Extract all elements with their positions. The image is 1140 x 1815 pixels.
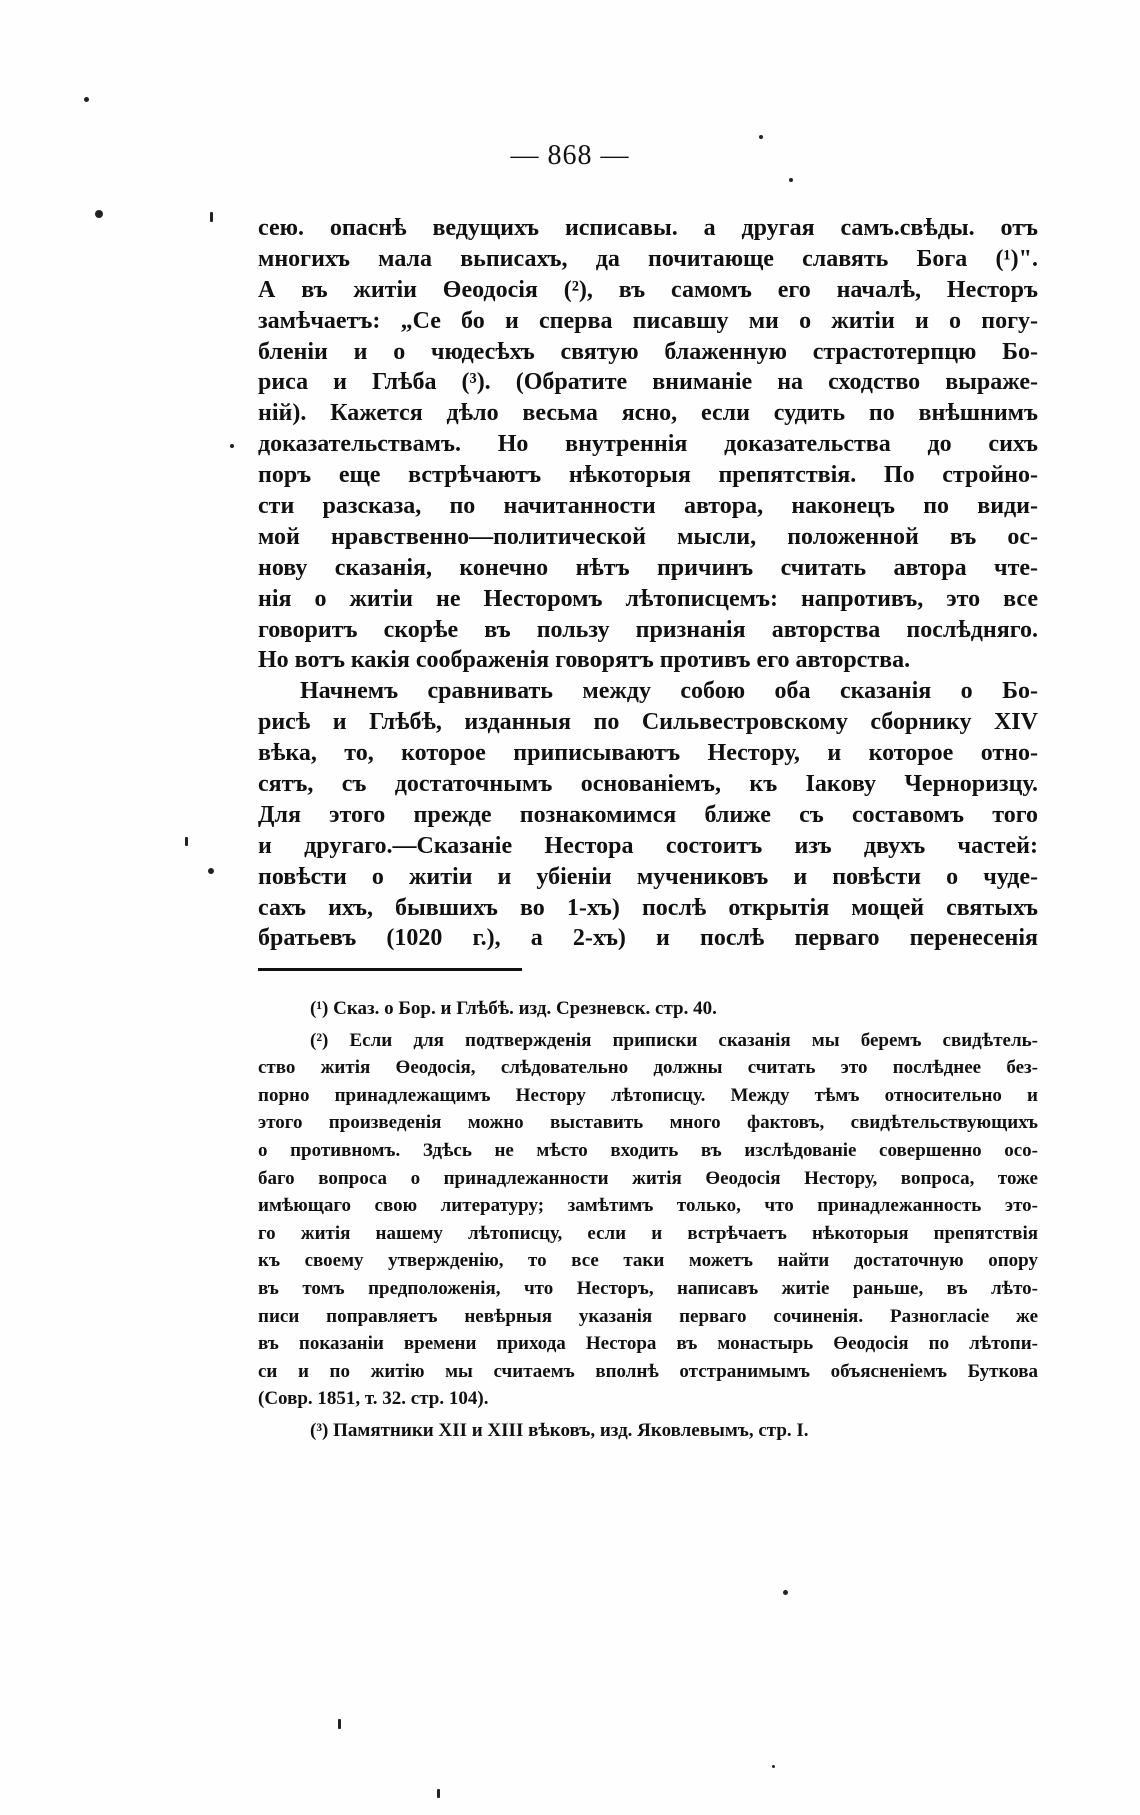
text-line: и другаго.—Сказанiе Нестора состоитъ изъ двухъ частей: <box>258 832 1038 859</box>
text-line: сахъ ихъ, бывшихъ во 1-хъ) послѣ открытiя мощей святыхъ <box>258 894 1038 921</box>
text-line: рисѣ и Глѣбѣ, изданныя по Сильвестровскому сборнику XIV <box>258 709 1038 736</box>
footnote-2-line: къ своему утвержденiю, то все таки можетъ найти достаточную опору <box>258 1250 1038 1272</box>
footnote-2-line: го житiя нашему лѣтописцу, если и встрѣчаетъ нѣкоторыя препятствiя <box>258 1222 1038 1244</box>
text-line: нiя о житiи не Несторомъ лѣтописцемъ: напротивъ, это все <box>258 585 1038 612</box>
text-line: бленiи и о чюдесѣхъ святую блаженную страстотерпцю Бо- <box>258 338 1038 365</box>
footnote-2-line: (Совр. 1851, т. 32. стр. 104). <box>258 1388 489 1410</box>
scan-speck <box>759 135 763 139</box>
footnotes <box>258 995 1038 1445</box>
footnote-2-line: ство житiя Өеодосiя, слѣдовательно должны считать это послѣднее без- <box>258 1057 1038 1079</box>
text-line: братьевъ (1020 г.), а 2-хъ) и послѣ перваго перенесенiя <box>258 925 1038 952</box>
scan-speck <box>437 1789 440 1798</box>
text-line: поръ еще встрѣчаютъ нѣкоторыя препятствiя. По стройно- <box>258 462 1038 489</box>
scan-speck <box>95 210 103 218</box>
footnote-2-line: баго вопроса о принадлежанности житiя Өеодосiя Нестору, вопроса, тоже <box>258 1167 1038 1189</box>
text-line: нiй). Кажется дѣло весьма ясно, если судить по внѣшнимъ <box>258 400 1038 427</box>
footnote-2-line: писи поправляетъ невѣрныя указанiя перваго сочиненiя. Разногласiе же <box>258 1305 1038 1327</box>
footnote-2-line: имѣющаго свою литературу; замѣтимъ только, что принадлежанность это- <box>258 1195 1038 1217</box>
text-line: вѣка, то, которое приписываютъ Нестору, и которое отно- <box>258 740 1038 767</box>
footnote-2-line: въ показанiи времени прихода Нестора въ монастырь Өеодосiя по лѣтопи- <box>258 1333 1038 1355</box>
text-line: сти разсказа, по начитанности автора, наконецъ по види- <box>258 493 1038 520</box>
text-line: А въ житiи Өеодосiя (²), въ самомъ его началѣ, Несторъ <box>258 276 1038 303</box>
text-line: сею. опаснѣ ведущихъ исписавы. а другая самъ.свѣды. отъ <box>258 215 1038 241</box>
text-line: многихъ мала вьписахъ, да почитающе славять Бога (¹)". <box>258 245 1038 272</box>
text-line: риса и Глѣба (³). (Обратите вниманiе на сходство выраже- <box>258 369 1038 396</box>
footnote-1: (¹) Сказ. о Бор. и Глѣбѣ. изд. Срезневск. стр. 40. <box>310 998 717 1019</box>
scan-speck <box>210 212 213 222</box>
text-line: мой нравственно—политической мысли, положенной въ ос- <box>258 523 1038 550</box>
scan-speck <box>84 97 89 102</box>
footnote-2-line: си и по житiю мы считаемъ вполнѣ отстранимымъ объясненiемъ Буткова <box>258 1360 1038 1382</box>
scan-speck <box>783 1590 788 1595</box>
text-line: Для этого прежде познакомимся ближе съ составомъ того <box>258 801 1038 828</box>
footnote-2-line: порно принадлежащимъ Нестору лѣтописцу. Между тѣмъ относительно и <box>258 1084 1038 1106</box>
scan-speck <box>208 868 214 874</box>
footnote-2-line: въ томъ предположенiя, что Несторъ, написавъ житiе раньше, въ лѣто- <box>258 1277 1038 1299</box>
text-line: повѣсти о житiи и убiенiи мучениковъ и повѣсти о чуде- <box>258 863 1038 890</box>
text-line: замѣчаетъ: „Се бо и сперва писавшу ми о житiи и о погу- <box>258 307 1038 334</box>
body-text <box>258 213 1038 954</box>
footnote-3: (³) Памятники XII и XIII вѣковъ, изд. Яковлевымъ, стр. I. <box>310 1419 809 1441</box>
footnote-2-line: (²) Если для подтвержденiя приписки сказанiя мы беремъ свидѣтель- <box>310 1029 1038 1051</box>
text-line: доказательствамъ. Но внутреннiя доказательства до сихъ <box>258 431 1038 458</box>
footnote-2-line: этого произведенiя можно выставить много фактовъ, свидѣтельствующихъ <box>258 1112 1038 1134</box>
page-number: — 868 — <box>510 140 630 171</box>
scan-speck <box>789 178 793 182</box>
text-line: говоритъ скорѣе въ пользу признанiя авторства послѣдняго. <box>258 616 1038 643</box>
footnote-2-line: о противномъ. Здѣсь не мѣсто входить въ изслѣдованiе совершенно осо- <box>258 1139 1038 1161</box>
text-line: Начнемъ сравнивать между собою оба сказанiя о Бо- <box>300 678 1038 705</box>
scan-speck <box>338 1719 341 1729</box>
scan-speck <box>772 1765 775 1768</box>
text-line: Но вотъ какiя соображенiя говорятъ противъ его авторства. <box>258 647 911 674</box>
scan-speck <box>185 837 188 846</box>
text-line: нову сказанiя, конечно нѣтъ причинъ считать автора чте- <box>258 554 1038 581</box>
scan-speck <box>230 444 234 448</box>
text-line: сятъ, съ достаточнымъ основанiемъ, къ Iакову Черноризцу. <box>258 771 1038 798</box>
footnote-divider <box>258 968 522 971</box>
